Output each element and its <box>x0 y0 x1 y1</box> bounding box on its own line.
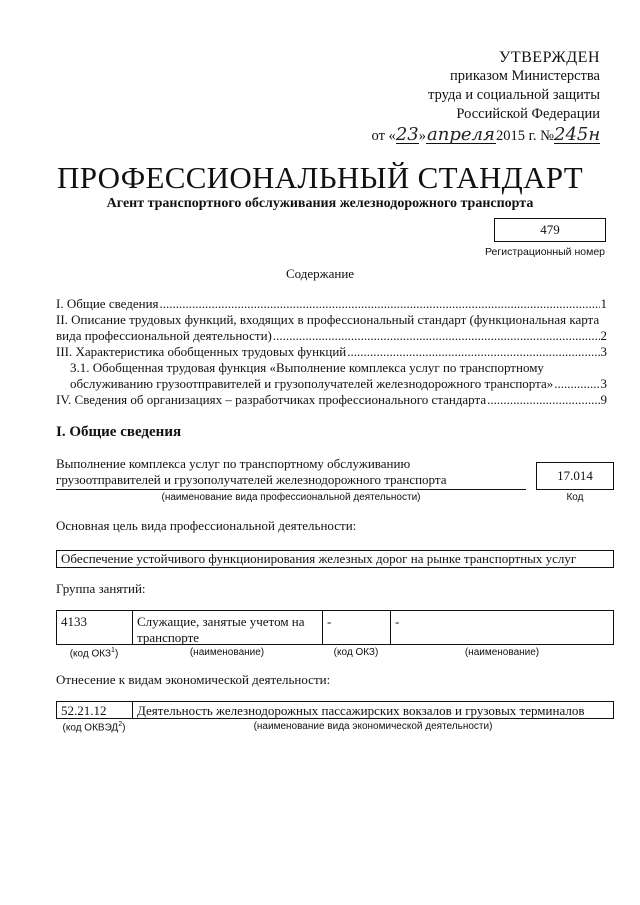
toc-item-page: 2 <box>600 328 607 343</box>
activity-line-1: Выполнение комплекса услуг по транспортному обслуживанию <box>56 456 411 471</box>
goal-box <box>56 550 614 568</box>
okved-name: Деятельность железнодорожных пассажирских вокзалов и грузовых терминалов <box>132 701 614 719</box>
toc-item-page: 3 <box>600 376 607 391</box>
caption-okz-2: (код ОКЗ) <box>333 647 379 658</box>
goal-text: Обеспечение устойчивого функционирования железных дорог на рынке транспортных услуг <box>61 551 577 566</box>
activity-code-box: 17.014 <box>536 462 614 490</box>
contents-heading: Содержание <box>285 266 355 281</box>
date-mid: » <box>418 128 426 144</box>
document-subtitle: Агент транспортного обслуживания железнодорожного транспорта <box>106 196 534 211</box>
order-number: 245н <box>554 124 601 145</box>
date-prefix: от « <box>371 128 396 144</box>
toc-item[interactable] <box>56 392 607 408</box>
caption-name-2: (наименование) <box>464 647 540 658</box>
registration-number-box: 479 <box>494 218 606 242</box>
caption-okz-1: (код ОКЗ$^1$) <box>69 647 119 660</box>
toc-item-text: IV. Сведения об организациях – разработчиках профессионального стандарта <box>56 392 487 407</box>
code-caption: Код <box>566 492 584 503</box>
toc-item-text: I. Общие сведения <box>56 296 159 311</box>
toc-item[interactable] <box>56 344 607 360</box>
date-month: апреля <box>427 124 495 145</box>
caption-okved: (код ОКВЭД$^2$) <box>62 721 126 734</box>
toc-item-text-line1: II. Описание трудовых функций, входящих в профессиональный стандарт (функциональная карта <box>56 312 600 327</box>
activity-name <box>56 456 526 488</box>
toc-item-page: 1 <box>600 296 607 311</box>
toc-item[interactable] <box>56 296 607 312</box>
group-label: Группа занятий: <box>56 581 146 596</box>
activity-line-2: грузоотправителей и грузополучателей железнодорожного транспорта <box>56 472 447 487</box>
approval-block <box>340 48 600 146</box>
divider <box>56 489 526 490</box>
toc-item-page: 9 <box>600 392 607 407</box>
date-year: 2015 г. № <box>495 128 554 144</box>
approval-heading: УТВЕРЖДЕН <box>499 49 600 66</box>
toc-item[interactable] <box>56 312 607 344</box>
econ-label: Отнесение к видам экономической деятельности: <box>56 672 331 687</box>
activity-caption: (наименование вида профессиональной деятельности) <box>161 492 421 503</box>
approval-date-line <box>340 124 601 146</box>
group-code-2: - <box>322 610 390 645</box>
okved-code: 52.21.12 <box>56 701 132 719</box>
toc-item-text: обслуживанию грузоотправителей и грузополучателей железнодорожного транспорта» <box>70 376 554 391</box>
toc-item-text: III. Характеристика обобщенных трудовых функций <box>56 344 347 359</box>
registration-number-label: Регистрационный номер <box>485 246 605 258</box>
goal-label: Основная цель вида профессиональной деятельности: <box>56 518 357 533</box>
approval-line-2: труда и социальной защиты <box>428 87 600 103</box>
toc-item-page: 3 <box>600 344 607 359</box>
caption-name-1: (наименование) <box>189 647 265 658</box>
toc-item[interactable] <box>70 360 607 392</box>
approval-line-3: Российской Федерации <box>456 106 600 122</box>
toc-item-text: вида профессиональной деятельности) <box>56 328 272 343</box>
date-day: 23 <box>395 124 419 145</box>
toc-item-text-line1: 3.1. Обобщенная трудовая функция «Выполнение комплекса услуг по транспортному <box>70 360 544 375</box>
document-title: ПРОФЕССИОНАЛЬНЫЙ СТАНДАРТ <box>57 160 583 195</box>
group-name-1: Служащие, занятые учетом на транспорте <box>132 610 322 645</box>
approval-line-1: приказом Министерства <box>450 68 600 84</box>
group-code-1: 4133 <box>56 610 132 645</box>
section-heading: I. Общие сведения <box>56 424 182 440</box>
caption-okved-name: (наименование вида экономической деятельности) <box>253 721 493 732</box>
group-name-2: - <box>390 610 614 645</box>
